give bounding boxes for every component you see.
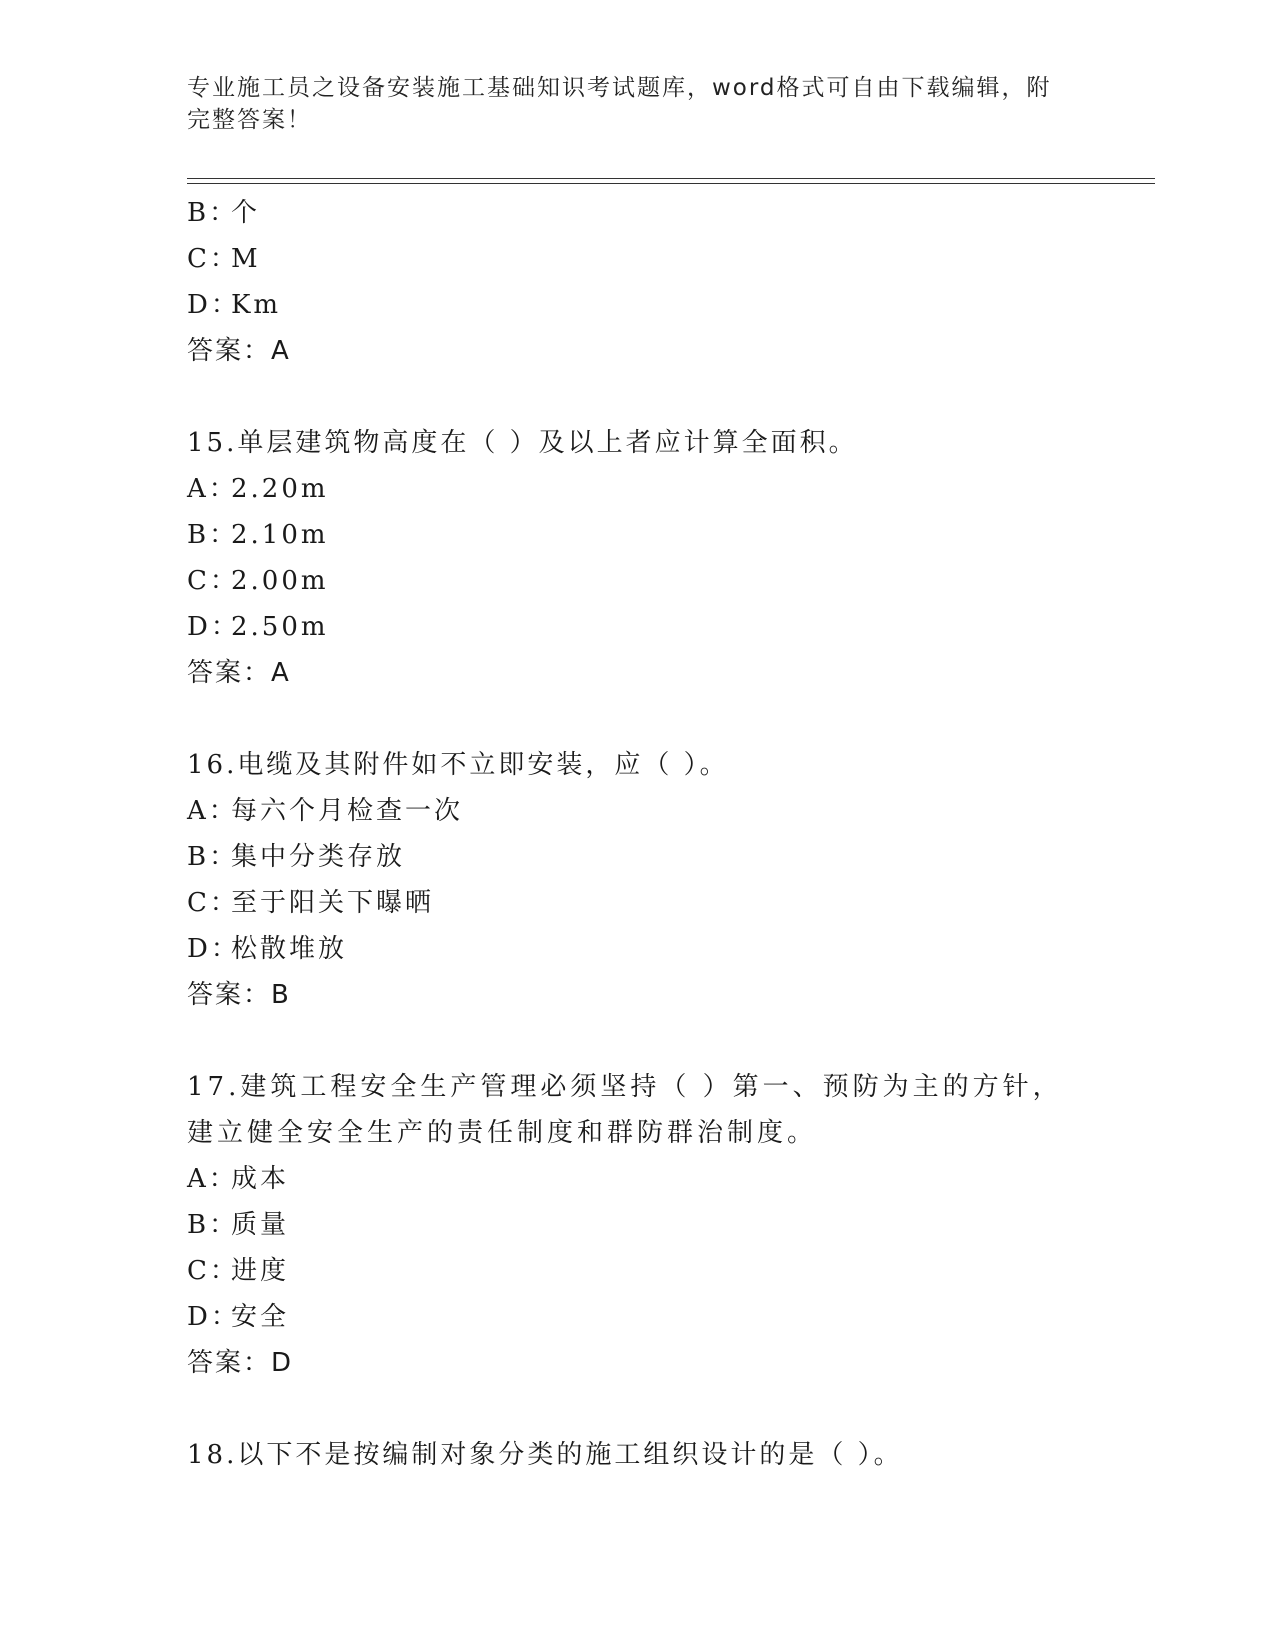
question-17 [187,1064,1087,1386]
prev-question-block [187,190,1087,374]
answer-line: 答案：A [187,336,291,366]
option-a: A：成本 [187,1164,290,1194]
option-c: C：进度 [187,1256,290,1286]
question-stem: 18.以下不是按编制对象分类的施工组织设计的是（ ）。 [187,1440,903,1470]
option-d: D：安全 [187,1302,290,1332]
option-a: A：2.20m [187,474,329,504]
question-list [187,190,1087,1478]
answer-line: 答案：A [187,658,291,688]
answer-line: 答案：D [187,1348,294,1378]
option-c: C：M [187,244,261,274]
option-d: D：松散堆放 [187,934,348,964]
header-rule-top [187,178,1155,179]
question-stem: 17.建筑工程安全生产管理必须坚持（ ）第一、预防为主的方针，建立健全安全生产的责任制度和群防群治制度。 [187,1072,1063,1148]
option-c: C：2.00m [187,566,329,596]
option-b: B：集中分类存放 [187,842,406,872]
question-18 [187,1432,1087,1478]
option-d: D：Km [187,290,282,320]
question-stem: 16.电缆及其附件如不立即安装，应（ ）。 [187,750,729,780]
option-b: B：2.10m [187,520,329,550]
question-15 [187,420,1087,696]
question-16 [187,742,1087,1018]
question-stem: 15.单层建筑物高度在（ ）及以上者应计算全面积。 [187,428,858,458]
document-header: 专业施工员之设备安装施工基础知识考试题库，word格式可自由下载编辑，附完整答案！ [187,75,1052,133]
option-a: A：每六个月检查一次 [187,796,464,826]
option-c: C：至于阳关下曝晒 [187,888,435,918]
option-d: D：2.50m [187,612,329,642]
answer-line: 答案：B [187,980,291,1010]
option-b: B：个 [187,198,261,228]
option-b: B：质量 [187,1210,290,1240]
header-rule-bottom [187,183,1155,184]
